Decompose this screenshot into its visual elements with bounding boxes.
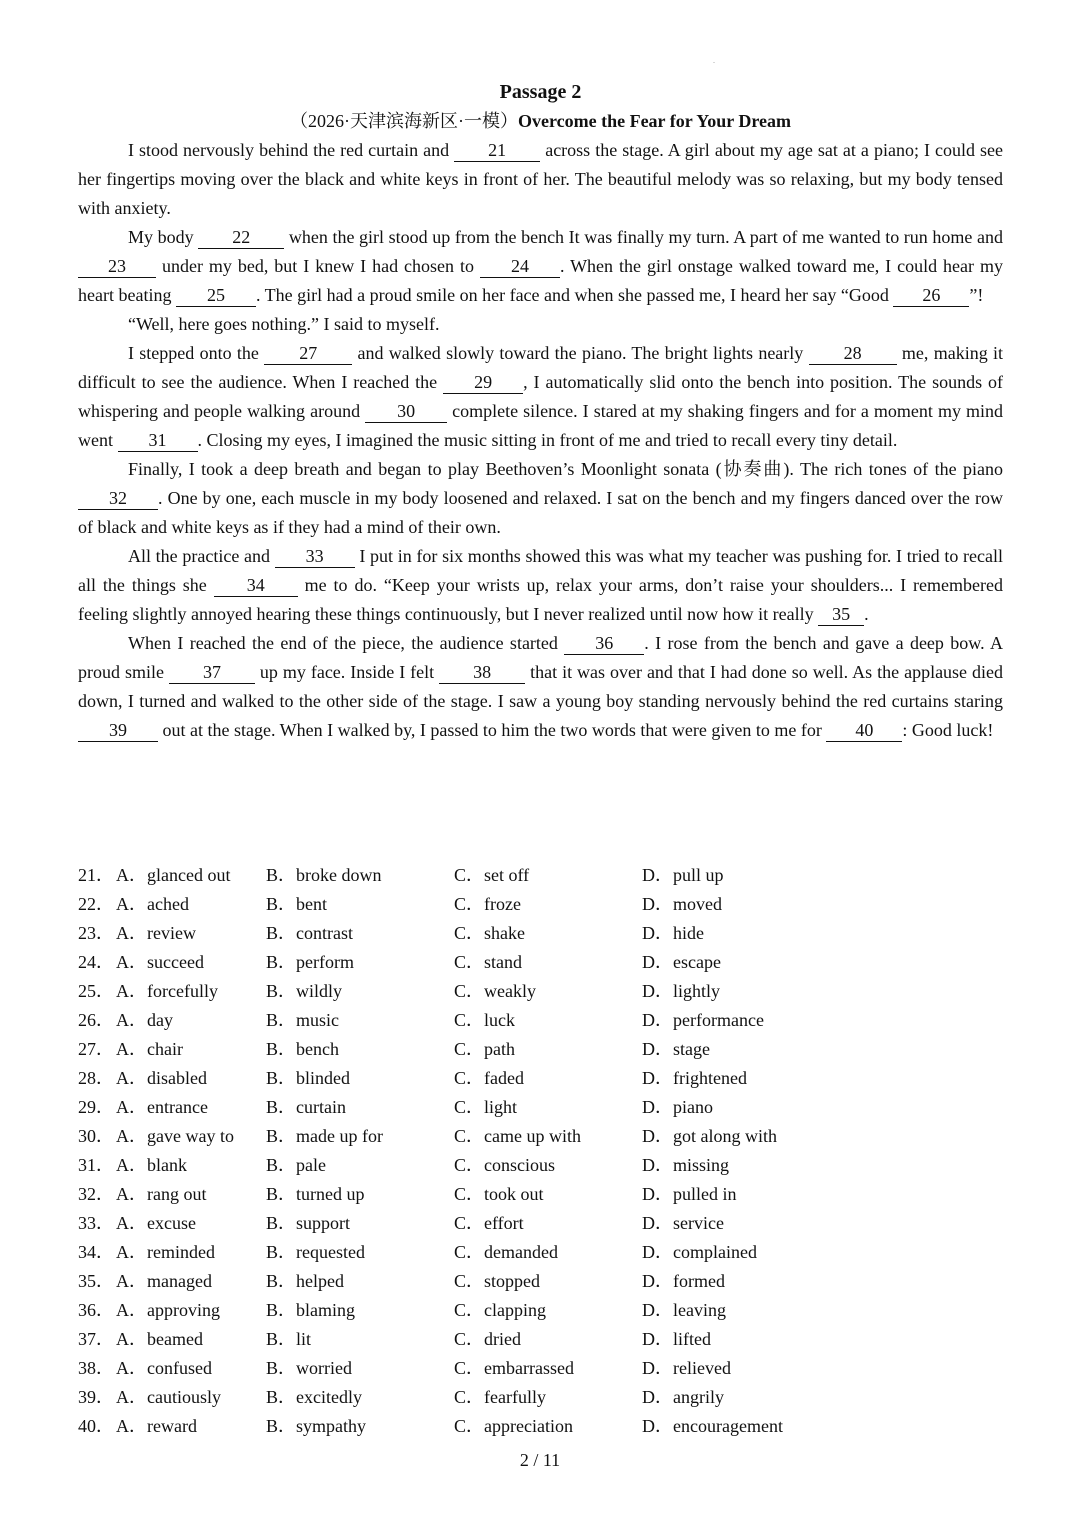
blank-24: 24: [480, 255, 560, 278]
question-number: 40．: [78, 1416, 114, 1436]
question-number: 26．: [78, 1010, 114, 1030]
question-number: 24．: [78, 952, 114, 972]
option-a: A．reward: [116, 1416, 197, 1436]
option-d: D．pulled in: [642, 1184, 737, 1204]
text: . Closing my eyes, I imagined the music sitting in front of me and tried to recall every tiny detail.: [197, 430, 898, 450]
option-c: C．came up with: [454, 1126, 581, 1146]
option-d: D．piano: [642, 1097, 713, 1117]
text: . The girl had a proud smile on her face and when she passed me, I heard her say “Good: [255, 285, 894, 305]
option-a: A．forcefully: [116, 981, 218, 1001]
option-d: D．escape: [642, 952, 721, 972]
text: and walked slowly toward the piano. The bright lights nearly: [352, 343, 809, 363]
blank-27: 27: [264, 342, 352, 365]
question-number: 21．: [78, 865, 114, 885]
question-number: 25．: [78, 981, 114, 1001]
option-b: B．turned up: [266, 1184, 365, 1204]
option-c: C．light: [454, 1097, 518, 1117]
option-c: C．weakly: [454, 981, 536, 1001]
question-row-25: [78, 977, 1003, 1006]
blank-33: 33: [275, 545, 355, 568]
option-c: C．stopped: [454, 1271, 541, 1291]
blank-40: 40: [826, 719, 902, 742]
paragraph-7: [78, 629, 1003, 745]
option-a: A．succeed: [116, 952, 204, 972]
paragraph-3: [78, 310, 1003, 339]
text: , I automatically slid onto the bench into position. The sounds of whispering and people walking around: [78, 372, 1004, 421]
option-c: C．froze: [454, 894, 521, 914]
option-b: B．curtain: [266, 1097, 346, 1117]
question-row-37: [78, 1325, 1003, 1354]
text: : Good luck!: [902, 720, 994, 740]
option-c: C．shake: [454, 923, 525, 943]
source-label: （2026·天津滨海新区·一模）: [289, 111, 518, 131]
option-d: D．missing: [642, 1155, 730, 1175]
option-a: A．excuse: [116, 1213, 196, 1233]
question-number: 36．: [78, 1300, 114, 1320]
blank-25: 25: [176, 284, 256, 307]
option-d: D．moved: [642, 894, 722, 914]
option-a: A．entrance: [116, 1097, 208, 1117]
option-b: B．worried: [266, 1358, 352, 1378]
option-b: B．pale: [266, 1155, 326, 1175]
option-c: C．took out: [454, 1184, 544, 1204]
passage-container: [78, 78, 1003, 745]
text: under my bed, but I knew I had chosen to: [156, 256, 480, 276]
text: “Well, here goes nothing.” I said to myself.: [128, 314, 440, 334]
blank-39: 39: [78, 719, 158, 742]
option-a: A．review: [116, 923, 196, 943]
passage-subtitle: [78, 107, 1003, 136]
question-number: 28．: [78, 1068, 114, 1088]
option-b: B．bent: [266, 894, 327, 914]
text: me, making it difficult to see the audience. When I reached the: [78, 343, 1004, 392]
blank-34: 34: [214, 574, 298, 597]
option-c: C．stand: [454, 952, 523, 972]
question-row-30: [78, 1122, 1003, 1151]
text: .: [864, 604, 869, 624]
option-d: D．stage: [642, 1039, 710, 1059]
option-c: C．appreciation: [454, 1416, 573, 1436]
option-d: D．formed: [642, 1271, 725, 1291]
question-number: 30．: [78, 1126, 114, 1146]
question-number: 33．: [78, 1213, 114, 1233]
question-number: 32．: [78, 1184, 114, 1204]
option-c: C．luck: [454, 1010, 515, 1030]
option-b: B．music: [266, 1010, 340, 1030]
option-d: D．got along with: [642, 1126, 777, 1146]
option-a: A．confused: [116, 1358, 212, 1378]
question-number: 38．: [78, 1358, 114, 1378]
text: Finally, I took a deep breath and began to play Beethoven’s Moonlight sonata (协奏曲). The rich tones of the piano: [128, 459, 1003, 479]
option-c: C．set off: [454, 865, 530, 885]
passage-heading: Passage 2: [499, 81, 582, 103]
text: When I reached the end of the piece, the audience started: [128, 633, 565, 653]
option-a: A．cautiously: [116, 1387, 221, 1407]
option-a: A．managed: [116, 1271, 212, 1291]
question-row-24: [78, 948, 1003, 977]
option-b: B．blinded: [266, 1068, 350, 1088]
blank-36: 36: [564, 632, 644, 655]
option-d: D．pull up: [642, 865, 724, 885]
question-row-38: [78, 1354, 1003, 1383]
blank-38: 38: [439, 661, 525, 684]
option-b: B．perform: [266, 952, 354, 972]
option-b: B．made up for: [266, 1126, 383, 1146]
option-b: B．bench: [266, 1039, 339, 1059]
option-c: C．embarrassed: [454, 1358, 574, 1378]
blank-21: 21: [454, 139, 540, 162]
option-b: B．blaming: [266, 1300, 355, 1320]
question-row-22: [78, 890, 1003, 919]
paragraph-1: [78, 136, 1003, 223]
blank-31: 31: [118, 429, 198, 452]
option-b: B．requested: [266, 1242, 365, 1262]
option-d: D．encouragement: [642, 1416, 783, 1436]
option-d: D．relieved: [642, 1358, 731, 1378]
option-d: D．service: [642, 1213, 724, 1233]
paragraph-6: [78, 542, 1003, 629]
question-row-28: [78, 1064, 1003, 1093]
option-a: A．disabled: [116, 1068, 207, 1088]
option-c: C．dried: [454, 1329, 521, 1349]
text: . One by one, each muscle in my body loosened and relaxed. I sat on the bench and my fingers danced over the row of black and white keys as if they had a mind of their own.: [78, 488, 1003, 537]
option-d: D．hide: [642, 923, 704, 943]
answer-options: [78, 861, 1003, 1441]
text: . When the girl onstage walked toward me, I could hear my heart beating: [78, 256, 1003, 305]
option-a: A．reminded: [116, 1242, 215, 1262]
blank-26: 26: [893, 284, 969, 307]
option-b: B．sympathy: [266, 1416, 367, 1436]
option-a: A．chair: [116, 1039, 183, 1059]
question-row-27: [78, 1035, 1003, 1064]
blank-30: 30: [365, 400, 447, 423]
blank-37: 37: [169, 661, 255, 684]
question-row-26: [78, 1006, 1003, 1035]
question-row-40: [78, 1412, 1003, 1441]
page-number: 2 / 11: [519, 1450, 561, 1470]
text: that it was over and that I had done so well. As the applause died down, I turned and walked to the other side of the stage. I saw a young boy standing nervously behind the red curtains staring: [78, 662, 1004, 711]
option-a: A．day: [116, 1010, 173, 1030]
option-b: B．wildly: [266, 981, 343, 1001]
question-row-23: [78, 919, 1003, 948]
option-a: A．gave way to: [116, 1126, 234, 1146]
question-number: 31．: [78, 1155, 114, 1175]
text: My body: [128, 227, 199, 247]
question-number: 22．: [78, 894, 114, 914]
question-row-39: [78, 1383, 1003, 1412]
text: I stood nervously behind the red curtain and: [128, 140, 455, 160]
option-a: A．rang out: [116, 1184, 207, 1204]
text: across the stage. A girl about my age sat at a piano; I could see her fingertips moving over the black and white keys in front of her. The beautiful melody was so relaxing, but my body tensed with anxiety.: [78, 140, 1003, 218]
option-a: A．ached: [116, 894, 189, 914]
passage-title: Overcome the Fear for Your Dream: [517, 111, 792, 131]
question-number: 29．: [78, 1097, 114, 1117]
blank-29: 29: [443, 371, 523, 394]
option-c: C．demanded: [454, 1242, 558, 1262]
option-b: B．broke down: [266, 865, 382, 885]
option-d: D．performance: [642, 1010, 764, 1030]
paragraph-2: [78, 223, 1003, 310]
paragraph-4: [78, 339, 1003, 455]
paragraph-5: [78, 455, 1003, 542]
question-row-33: [78, 1209, 1003, 1238]
option-b: B．contrast: [266, 923, 353, 943]
blank-32: 32: [78, 487, 158, 510]
option-a: A．approving: [116, 1300, 220, 1320]
option-c: C．effort: [454, 1213, 524, 1233]
option-a: A．blank: [116, 1155, 187, 1175]
question-row-29: [78, 1093, 1003, 1122]
option-a: A．glanced out: [116, 865, 231, 885]
option-b: B．excitedly: [266, 1387, 362, 1407]
text: All the practice and: [128, 546, 275, 566]
text: up my face. Inside I felt: [254, 662, 440, 682]
option-d: D．lightly: [642, 981, 721, 1001]
option-d: D．frightened: [642, 1068, 747, 1088]
question-row-32: [78, 1180, 1003, 1209]
question-row-21: [78, 861, 1003, 890]
stray-dot: .: [713, 56, 715, 65]
option-c: C．faded: [454, 1068, 524, 1088]
question-row-36: [78, 1296, 1003, 1325]
option-d: D．complained: [642, 1242, 757, 1262]
text: when the girl stood up from the bench It was finally my turn. A part of me wanted to run home and: [284, 227, 1003, 247]
option-d: D．leaving: [642, 1300, 726, 1320]
question-number: 37．: [78, 1329, 114, 1349]
question-number: 35．: [78, 1271, 114, 1291]
blank-35: 35: [818, 603, 864, 626]
option-d: D．lifted: [642, 1329, 711, 1349]
option-c: C．path: [454, 1039, 515, 1059]
option-c: C．fearfully: [454, 1387, 546, 1407]
option-b: B．lit: [266, 1329, 312, 1349]
question-number: 23．: [78, 923, 114, 943]
option-c: C．clapping: [454, 1300, 546, 1320]
question-number: 34．: [78, 1242, 114, 1262]
option-b: B．support: [266, 1213, 351, 1233]
question-row-31: [78, 1151, 1003, 1180]
question-row-35: [78, 1267, 1003, 1296]
option-a: A．beamed: [116, 1329, 203, 1349]
text: out at the stage. When I walked by, I passed to him the two words that were given to me for: [158, 720, 827, 740]
question-number: 39．: [78, 1387, 114, 1407]
option-b: B．helped: [266, 1271, 344, 1291]
text: ”!: [969, 285, 984, 305]
text: me to do. “Keep your wrists up, relax your arms, don’t raise your shoulders... I remembered feeling slightly annoyed hearing these things continuously, but I never realized until now how it really: [78, 575, 1003, 624]
blank-28: 28: [809, 342, 897, 365]
option-c: C．conscious: [454, 1155, 555, 1175]
text: I stepped onto the: [128, 343, 265, 363]
option-d: D．angrily: [642, 1387, 724, 1407]
blank-22: 22: [198, 226, 284, 249]
question-number: 27．: [78, 1039, 114, 1059]
blank-23: 23: [78, 255, 156, 278]
question-row-34: [78, 1238, 1003, 1267]
text: . I rose from the bench and gave a deep bow. A proud smile: [78, 633, 1003, 682]
text: I put in for six months showed this was what my teacher was pushing for. I tried to recall all the things she: [78, 546, 1004, 595]
text: complete silence. I stared at my shaking fingers and for a moment my mind went: [78, 401, 1003, 450]
